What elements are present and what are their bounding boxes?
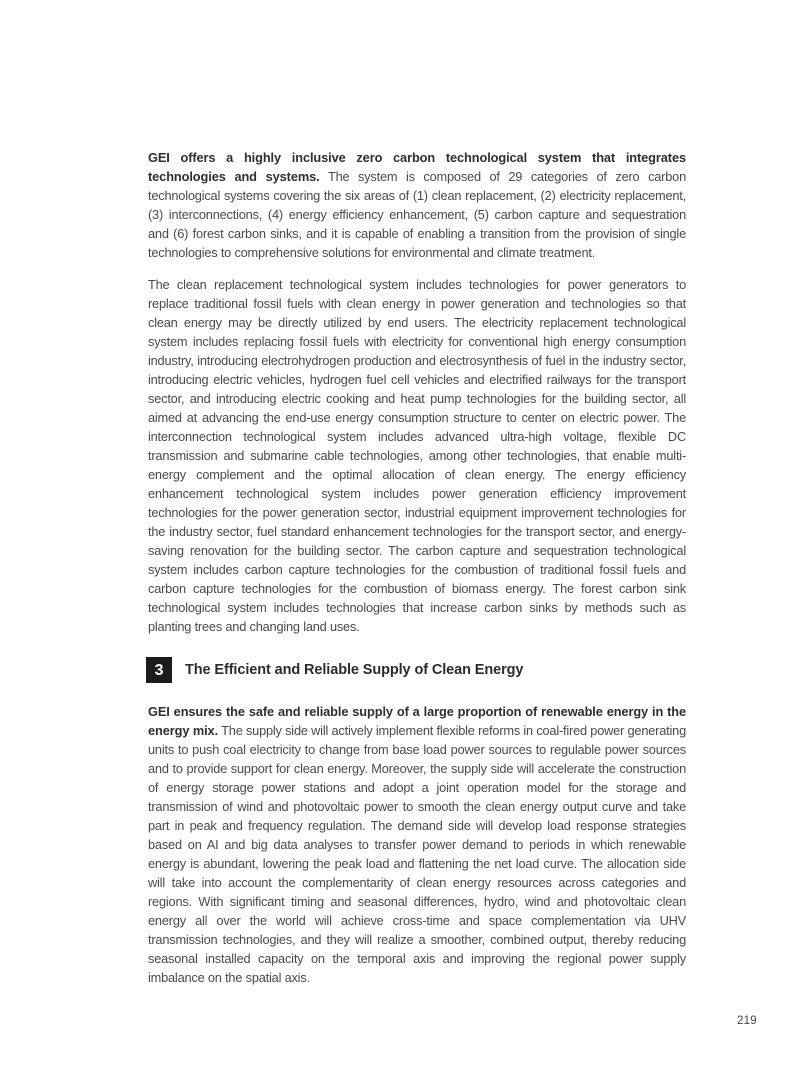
section-number-badge: 3 (146, 657, 172, 683)
paragraph-intro-zero-carbon-system (148, 148, 686, 262)
paragraph-reliable-supply-body: The supply side will actively implement flexible reforms in coal-fired power generating units to push coal electricity to change from base load power sources to regulable power sources and to provide support for clean energy. Moreover, the supply side will accelerate the construction of energy storage power stations and adopt a joint operation model for the storage and transmission of wind and photovoltaic power to smooth the clean energy output curve and take part in peak and frequency regulation. The demand side will develop load response strategies based on AI and big data analyses to transfer power demand to periods in which renewable energy is abundant, lowering the peak load and flattening the net load curve. The allocation side will take into account the complementarity of clean energy resources across categories and regions. With significant timing and seasonal differences, hydro, wind and photovoltaic clean energy all over the world will achieve cross-time and space complementation via UHV transmission technologies, and they will realize a smoother, combined output, thereby reducing seasonal installed capacity on the temporal axis and improving the regional power supply imbalance on the spatial axis. (148, 723, 686, 985)
paragraph-reliable-supply (148, 702, 686, 987)
page-number: 219 (737, 1015, 757, 1027)
paragraph-intro-body: The system is composed of 29 categories of zero carbon technological systems covering the six areas of (1) clean replacement, (2) electricity replacement, (3) interconnections, (4) energy efficiency enhancement, (5) carbon capture and sequestration and (6) forest carbon sinks, and it is capable of enabling a transition from the provision of single technologies to comprehensive solutions for environmental and climate treatment. (148, 169, 686, 260)
section-title: The Efficient and Reliable Supply of Clean Energy (185, 661, 524, 678)
section-heading (146, 657, 686, 683)
paragraph-intro-lead: GEI offers a highly inclusive zero carbon technological system that integrates technologies and systems. (148, 150, 686, 184)
paragraph-clean-replacement-systems: The clean replacement technological system includes technologies for power generators to replace traditional fossil fuels with clean energy in power generation and technologies so that clean energy may be directly utilized by end users. The electricity replacement technological system includes replacing fossil fuels with electricity for conventional high energy consumption industry, introducing electrohydrogen production and electrosynthesis of fuel in the industry sector, introducing electric vehicles, hydrogen fuel cell vehicles and electrified railways for the transport sector, and introducing electric cooking and heat pump technologies for the building sector, all aimed at advancing the end-use energy consumption structure to center on electric power. The interconnection technological system includes advanced ultra-high voltage, flexible DC transmission and submarine cable technologies, among other technologies, that enable multi-energy complement and the optimal allocation of clean energy. The energy efficiency enhancement technological system includes power generation efficiency improvement technologies for the power generation sector, industrial equipment improvement technologies for the industry sector, fuel standard enhancement technologies for the transport sector, and energy-saving renovation for the building sector. The carbon capture and sequestration technological system includes carbon capture technologies for the combustion of traditional fossil fuels and carbon capture technologies for the combustion of biomass energy. The forest carbon sink technological system includes technologies that increase carbon sinks by methods such as planting trees and changing land uses. (148, 277, 686, 634)
page-content (148, 148, 686, 1000)
paragraph-reliable-supply-lead: GEI ensures the safe and reliable supply of a large proportion of renewable energy in the energy mix. (148, 704, 686, 738)
